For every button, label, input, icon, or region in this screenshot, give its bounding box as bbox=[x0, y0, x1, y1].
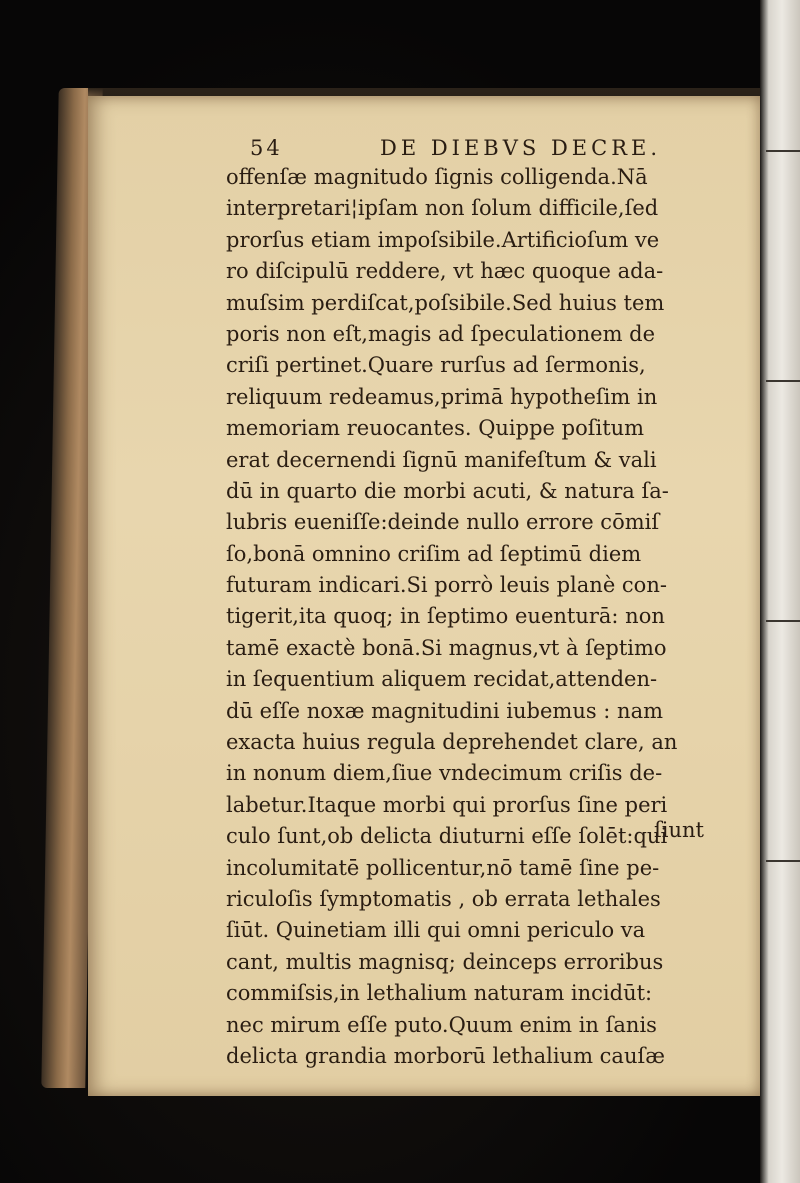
body-text bbox=[226, 162, 726, 1072]
text-line: delicta grandia morborū lethalium cauſæ bbox=[226, 1043, 665, 1068]
text-line: reliquum redeamus,primā hypotheſim in bbox=[226, 384, 658, 409]
text-line: ro diſcipulū reddere, vt hæc quoque ada- bbox=[226, 259, 664, 284]
facing-page-line bbox=[766, 620, 800, 622]
text-line: tigerit,ita quoq; in ſeptimo euenturā: non bbox=[226, 604, 665, 629]
text-line: erat decernendi ſignū manifeſtum & vali bbox=[226, 447, 657, 472]
text-line: cant, multis magnisq; deinceps erroribus bbox=[226, 949, 664, 974]
running-head: DE DIEBVS DECRE. bbox=[380, 136, 662, 160]
facing-page-line bbox=[766, 150, 800, 152]
text-line: futuram indicari.Si porrò leuis planè con- bbox=[226, 573, 667, 598]
facing-page-strip bbox=[760, 0, 800, 1183]
text-line: ſiūt. Quinetiam illi qui omni periculo va bbox=[226, 918, 646, 943]
text-line: poris non eſt,magis ad ſpeculationem de bbox=[226, 321, 656, 346]
text-line: culo ſunt,ob delicta diuturni eſſe ſolēt:qui bbox=[226, 824, 668, 849]
text-line: memoriam reuocantes. Quippe poſitum bbox=[226, 416, 645, 441]
text-line: dū in quarto die morbi acuti, & natura ſa- bbox=[226, 478, 669, 503]
text-line: labetur.Itaque morbi qui prorſus ſine peri bbox=[226, 792, 668, 817]
text-line: prorſus etiam impoſsibile.Artificioſum ve bbox=[226, 227, 660, 252]
text-line: offenſæ magnitudo ſignis colligenda.Nā bbox=[226, 165, 648, 189]
text-line: in nonum diem,ſiue vndecimum criſis de- bbox=[226, 761, 663, 786]
text-line: tamē exactè bonā.Si magnus,vt à ſeptimo bbox=[226, 635, 667, 660]
text-line: muſsim perdiſcat,poſsibile.Sed huius tem bbox=[226, 290, 665, 315]
text-line: exacta huius regula deprehendet clare, an bbox=[226, 730, 678, 755]
text-line: criſi pertinet.Quare rurſus ad ſermonis, bbox=[226, 353, 646, 378]
page-number: 54 bbox=[250, 136, 283, 160]
text-line: lubris eueniſſe:deinde nullo errore cōmiſ bbox=[226, 510, 660, 535]
text-line: dū eſſe noxæ magnitudini iubemus : nam bbox=[226, 698, 664, 723]
text-line: interpretari¦ipſam non ſolum difficile,ſed bbox=[226, 196, 659, 221]
text-line: nec mirum eſſe puto.Quum enim in ſanis bbox=[226, 1012, 657, 1037]
catchword: ſiunt bbox=[654, 818, 704, 842]
facing-page-line bbox=[766, 860, 800, 862]
text-line: riculoſis ſymptomatis , ob errata lethales bbox=[226, 886, 661, 911]
text-line: in ſequentium aliquem recidat,attenden- bbox=[226, 667, 658, 692]
text-line: ſo,bonā omnino criſim ad ſeptimū diem bbox=[226, 541, 642, 566]
text-line: incolumitatē pollicentur,nō tamē ſine pe- bbox=[226, 855, 660, 880]
text-line: commiſsis,in lethalium naturam incidūt: bbox=[226, 981, 653, 1006]
facing-page-line bbox=[766, 380, 800, 382]
